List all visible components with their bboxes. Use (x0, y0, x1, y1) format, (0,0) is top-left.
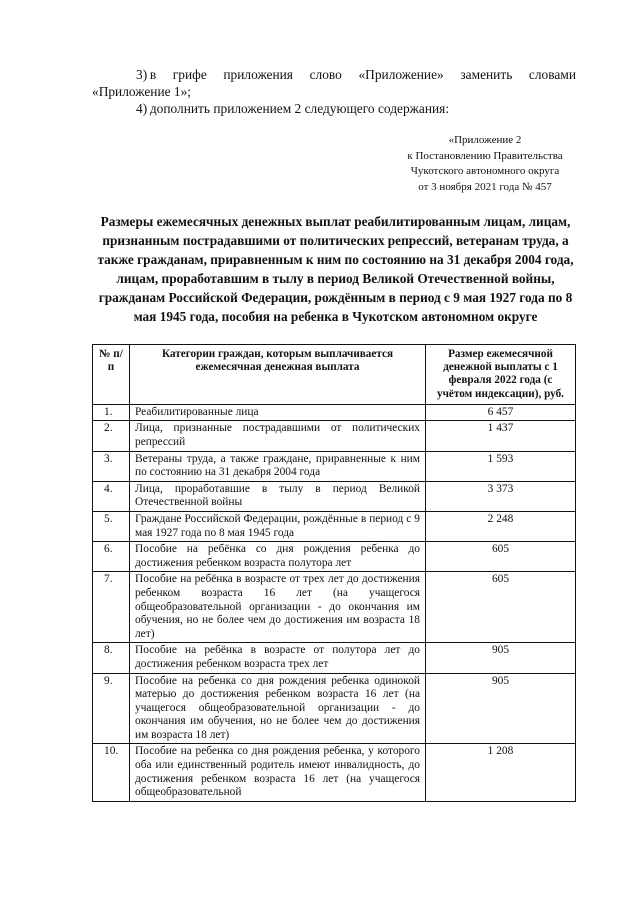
row-category: Лица, проработавшие в тылу в период Великой Отечественной войны (130, 481, 426, 511)
intro-item-3-line2: «Приложение 1»; (92, 84, 192, 99)
row-num: 2. (93, 421, 130, 451)
intro-item-3-line1: 3) в грифе приложения слово «Приложение» заменить словами (136, 67, 576, 82)
row-amount: 2 248 (426, 511, 576, 541)
row-amount: 6 457 (426, 404, 576, 421)
appendix-header (380, 133, 590, 195)
table-row (93, 542, 576, 572)
table-row (93, 511, 576, 541)
row-category: Граждане Российской Федерации, рождённые в период с 9 мая 1927 года по 8 мая 1945 года (130, 511, 426, 541)
appendix-header-line-2: к Постановлению Правительства (407, 149, 563, 162)
table-row (93, 744, 576, 801)
row-num: 1. (93, 404, 130, 421)
row-num: 5. (93, 511, 130, 541)
row-category: Пособие на ребёнка в возрасте от полутора лет до достижения ребенком возраста трех лет (130, 643, 426, 673)
row-amount: 3 373 (426, 481, 576, 511)
row-category: Пособие на ребенка со дня рождения ребенка одинокой матерью до достижения ребенком возраста 16 лет (на учащегося общеобразовательной организации - до окончания им обучения, но не более чем до достижения им возраста 18 лет) (130, 673, 426, 744)
table-header-row (93, 345, 576, 405)
payments-table (92, 344, 576, 802)
row-amount: 605 (426, 572, 576, 643)
appendix-header-line-3: Чукотского автономного округа (410, 165, 560, 178)
table-row (93, 643, 576, 673)
row-amount: 905 (426, 643, 576, 673)
row-amount: 905 (426, 673, 576, 744)
row-category: Реабилитированные лица (130, 404, 426, 421)
row-num: 10. (93, 744, 130, 801)
row-num: 8. (93, 643, 130, 673)
header-num: № п/п (93, 345, 130, 405)
row-category: Ветераны труда, а также граждане, приравненные к ним по состоянию на 31 декабря 2004 года (130, 451, 426, 481)
row-num: 7. (93, 572, 130, 643)
appendix-header-line-1: «Приложение 2 (448, 134, 522, 146)
row-amount: 605 (426, 542, 576, 572)
row-num: 6. (93, 542, 130, 572)
document-title: Размеры ежемесячных денежных выплат реабилитированным лицам, лицам, признанным пострадавшими от политических репрессий, ветеранам труда, а также гражданам, приравненным к ним по состоянию на 31 декабря 2004 года, лицам, проработавшим в тылу в период Великой Отечественной войны, гражданам Российской Федерации, рождённым в период с 9 мая 1927 года по 8 мая 1945 года, пособия на ребенка в Чукотском автономном округе (97, 214, 574, 324)
table-row (93, 572, 576, 643)
row-num: 4. (93, 481, 130, 511)
row-category: Пособие на ребёнка со дня рождения ребенка до достижения ребенком возраста полутора лет (130, 542, 426, 572)
row-amount: 1 593 (426, 451, 576, 481)
row-category: Пособие на ребенка со дня рождения ребенка, у которого оба или единственный родитель имеют инвалидность, до достижения ребенком возраста 16 лет (на учащегося общеобразовательной (130, 744, 426, 801)
intro-item-4: 4) дополнить приложением 2 следующего содержания: (136, 101, 450, 116)
row-num: 3. (93, 451, 130, 481)
header-amount: Размер ежемесячной денежной выплаты с 1 февраля 2022 года (с учётом индексации), руб. (426, 345, 576, 405)
row-amount: 1 208 (426, 744, 576, 801)
table-row (93, 673, 576, 744)
table-row (93, 451, 576, 481)
table-row (93, 481, 576, 511)
table-row (93, 421, 576, 451)
header-category: Категории граждан, которым выплачивается ежемесячная денежная выплата (130, 345, 426, 405)
row-amount: 1 437 (426, 421, 576, 451)
row-category: Пособие на ребёнка в возрасте от трех лет до достижения ребенком возраста 16 лет (на учащегося общеобразовательной организации - до окончания им обучения, но не более чем до достижения им возраста 18 лет) (130, 572, 426, 643)
row-num: 9. (93, 673, 130, 744)
row-category: Лица, признанные пострадавшими от политических репрессий (130, 421, 426, 451)
table-row (93, 404, 576, 421)
appendix-header-line-4: от 3 ноября 2021 года № 457 (418, 180, 552, 193)
